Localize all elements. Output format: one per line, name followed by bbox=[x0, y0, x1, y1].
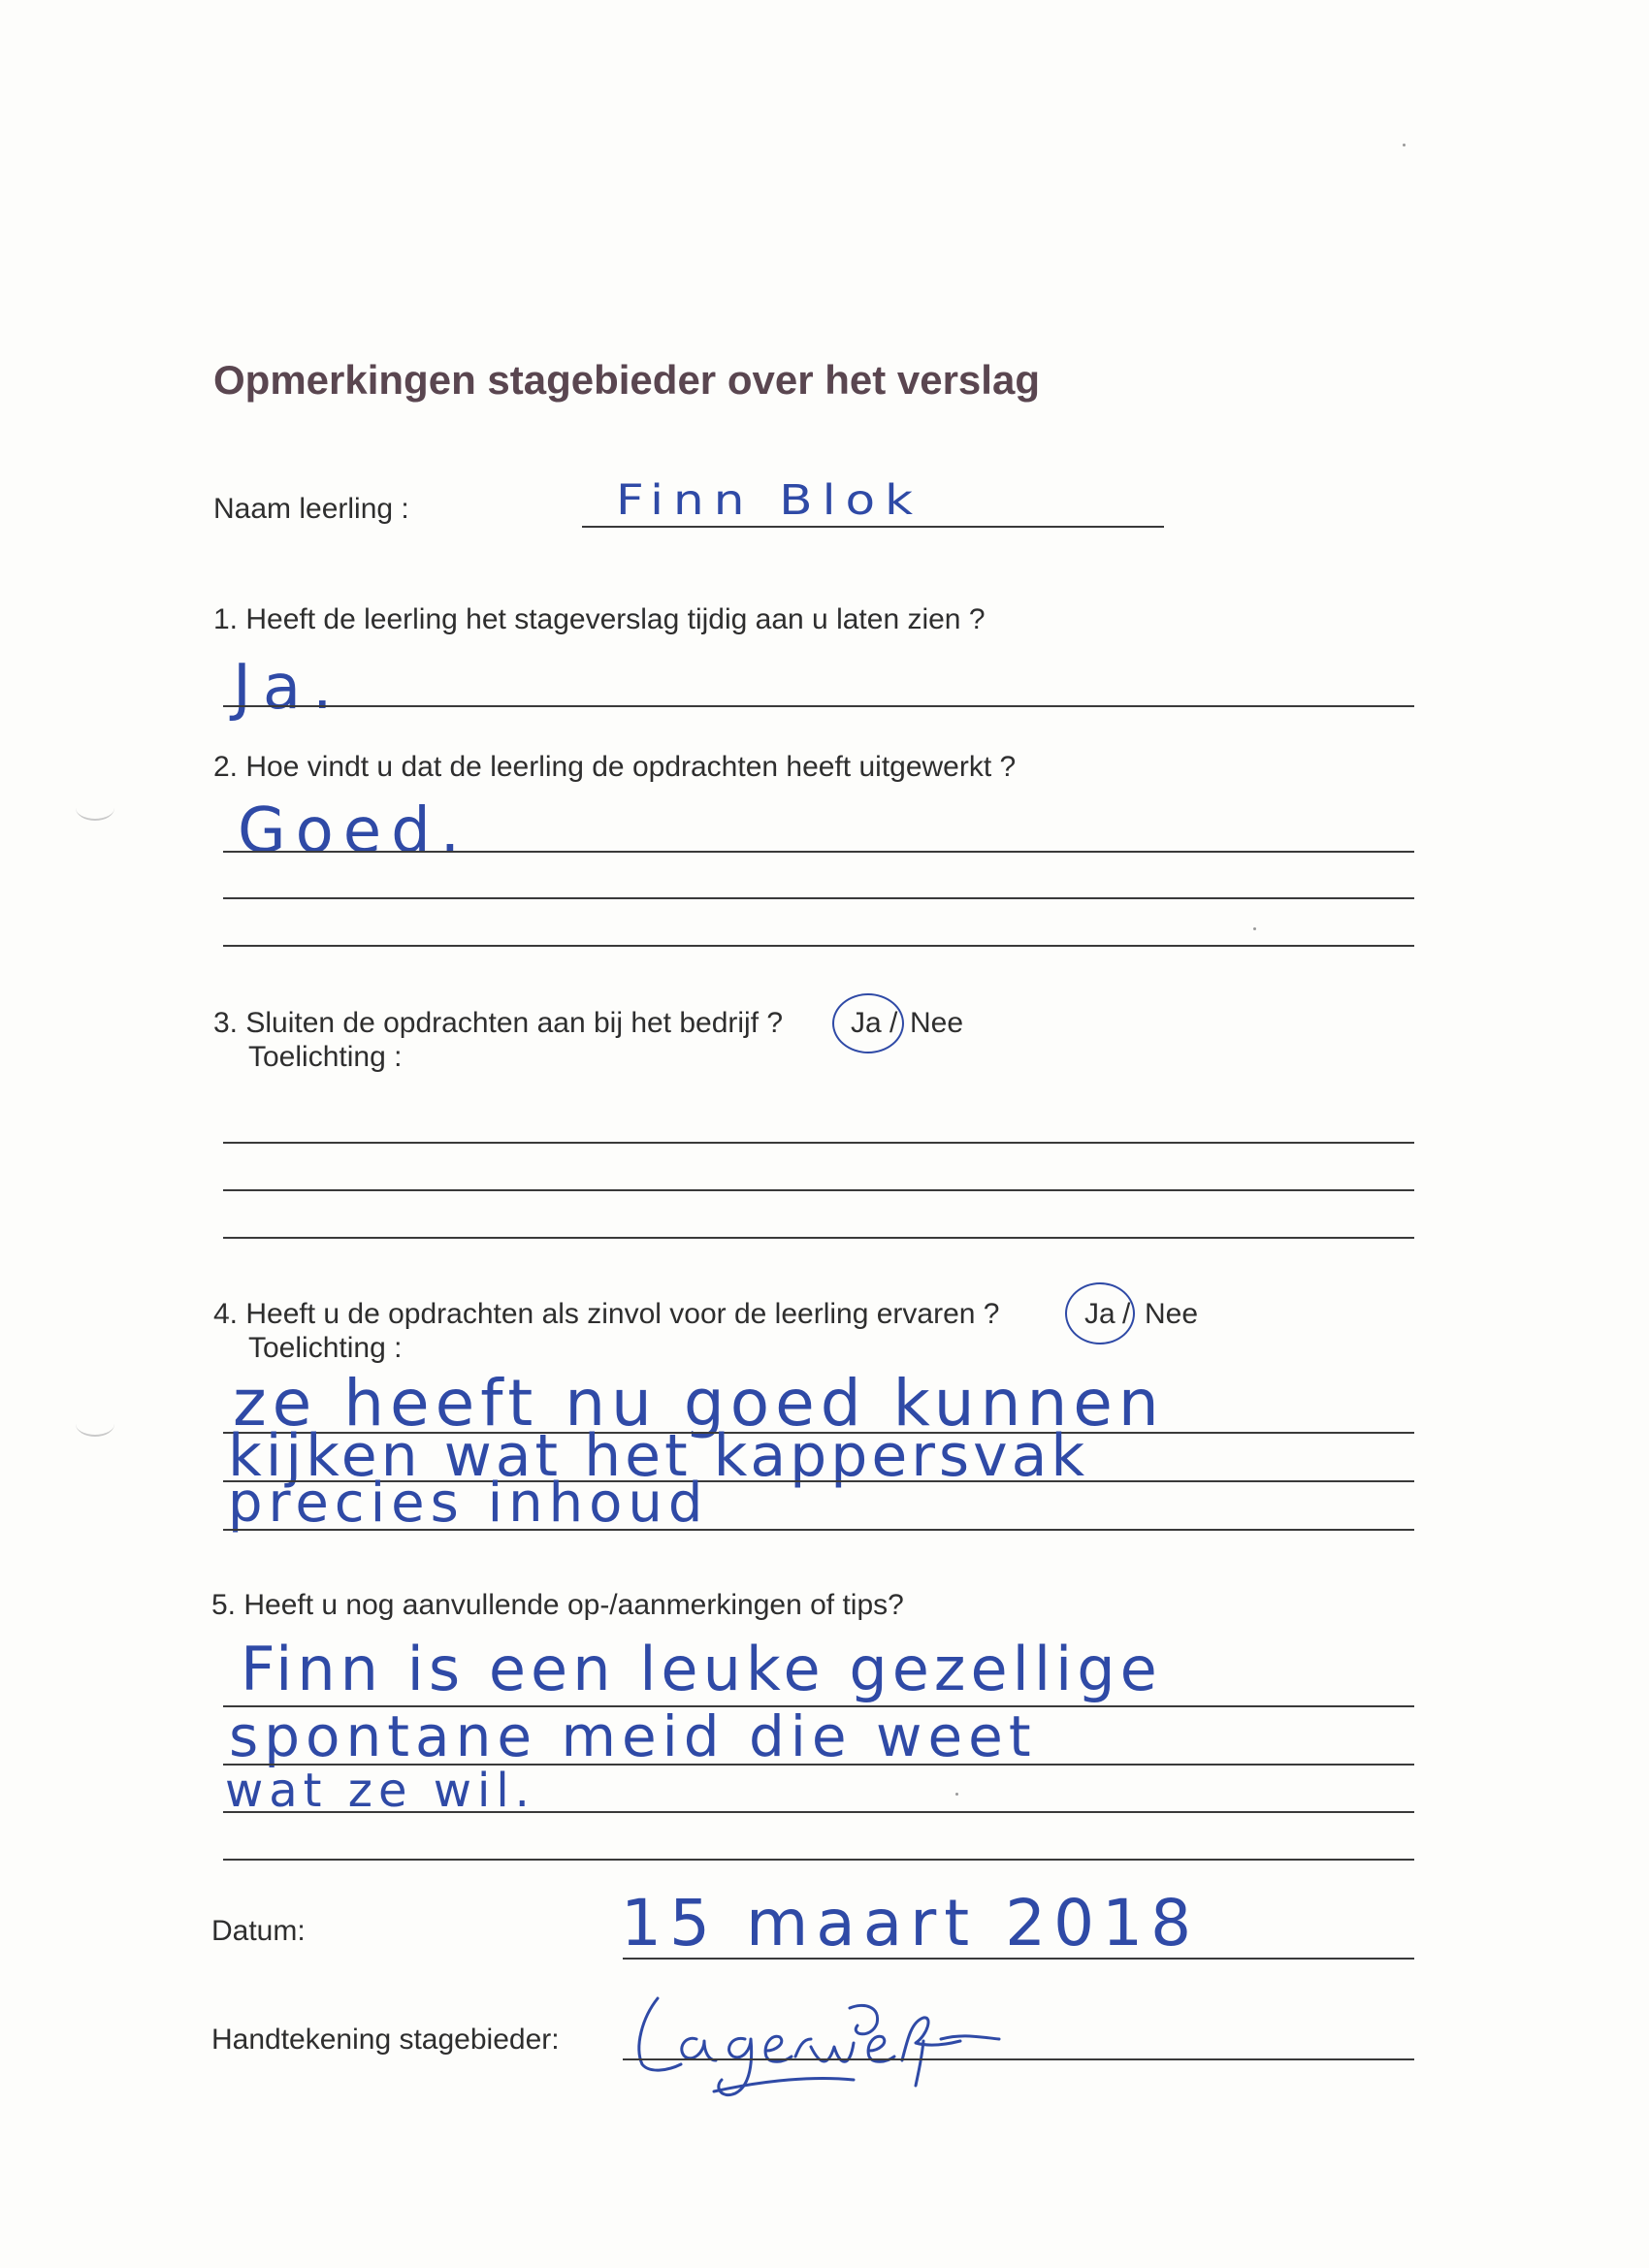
question-2-line-3 bbox=[223, 945, 1414, 947]
signature-line bbox=[623, 2058, 1414, 2060]
question-2-line-2 bbox=[223, 897, 1414, 899]
question-5-answer-line-1: Finn is een leuke gezellige bbox=[241, 1634, 1162, 1704]
question-4-answer-line-1: ze heeft nu goed kunnen bbox=[233, 1366, 1165, 1441]
scan-dot bbox=[955, 1793, 958, 1796]
question-3-line-1 bbox=[223, 1142, 1414, 1144]
question-4-answer-line-3: precies inhoud bbox=[228, 1472, 709, 1535]
question-2-line-1 bbox=[223, 851, 1414, 853]
question-3-line-3 bbox=[223, 1237, 1414, 1239]
question-5-line-3 bbox=[223, 1811, 1414, 1813]
question-4-option-no: Nee bbox=[1145, 1298, 1199, 1330]
question-3-line-2 bbox=[223, 1189, 1414, 1191]
question-4-separator: / bbox=[1122, 1298, 1131, 1330]
date-label: Datum: bbox=[211, 1915, 306, 1947]
question-2-answer: Goed. bbox=[238, 795, 470, 867]
question-3-separator: / bbox=[889, 1007, 898, 1039]
name-line bbox=[582, 526, 1164, 528]
question-2-label: 2. Hoe vindt u dat de leerling de opdrachten heeft uitgewerkt ? bbox=[213, 751, 1017, 783]
scan-dot bbox=[1253, 927, 1256, 930]
scan-mark bbox=[76, 795, 114, 821]
question-3-option-no: Nee bbox=[910, 1007, 964, 1039]
question-5-answer-line-2: spontane meid die weet bbox=[229, 1703, 1037, 1769]
question-5-label: 5. Heeft u nog aanvullende op-/aanmerkingen of tips? bbox=[211, 1589, 904, 1621]
question-4-option-yes: Ja bbox=[1084, 1298, 1116, 1330]
question-3-selection-circle bbox=[832, 993, 904, 1053]
question-5-answer-line-3: wat ze wil. bbox=[225, 1764, 535, 1818]
question-3-label: 3. Sluiten de opdrachten aan bij het bedrijf ? bbox=[213, 1007, 784, 1039]
date-line bbox=[623, 1958, 1414, 1960]
question-3-explanation-label: Toelichting : bbox=[248, 1041, 403, 1073]
question-5-line-4 bbox=[223, 1859, 1414, 1861]
scan-mark bbox=[76, 1411, 114, 1437]
question-4-line-3 bbox=[223, 1529, 1414, 1531]
question-4-selection-circle bbox=[1065, 1282, 1135, 1345]
question-3-option-yes: Ja bbox=[851, 1007, 882, 1039]
question-1-label: 1. Heeft de leerling het stageverslag tijdig aan u laten zien ? bbox=[213, 603, 986, 635]
question-4-answer-line-2: kijken wat het kappersvak bbox=[228, 1422, 1089, 1490]
signature-image bbox=[621, 1979, 1125, 2105]
page-title: Opmerkingen stagebieder over het verslag bbox=[213, 357, 1040, 403]
question-1-answer: Ja. bbox=[233, 652, 344, 724]
signature-label: Handtekening stagebieder: bbox=[211, 2024, 560, 2056]
question-4-label: 4. Heeft u de opdrachten als zinvol voor de leerling ervaren ? bbox=[213, 1298, 1000, 1330]
name-value: Finn Blok bbox=[616, 475, 923, 524]
question-4-explanation-label: Toelichting : bbox=[248, 1332, 403, 1364]
scan-dot bbox=[1403, 144, 1406, 146]
date-value: 15 maart 2018 bbox=[621, 1886, 1200, 1960]
name-label: Naam leerling : bbox=[213, 493, 409, 525]
question-1-line bbox=[223, 705, 1414, 707]
